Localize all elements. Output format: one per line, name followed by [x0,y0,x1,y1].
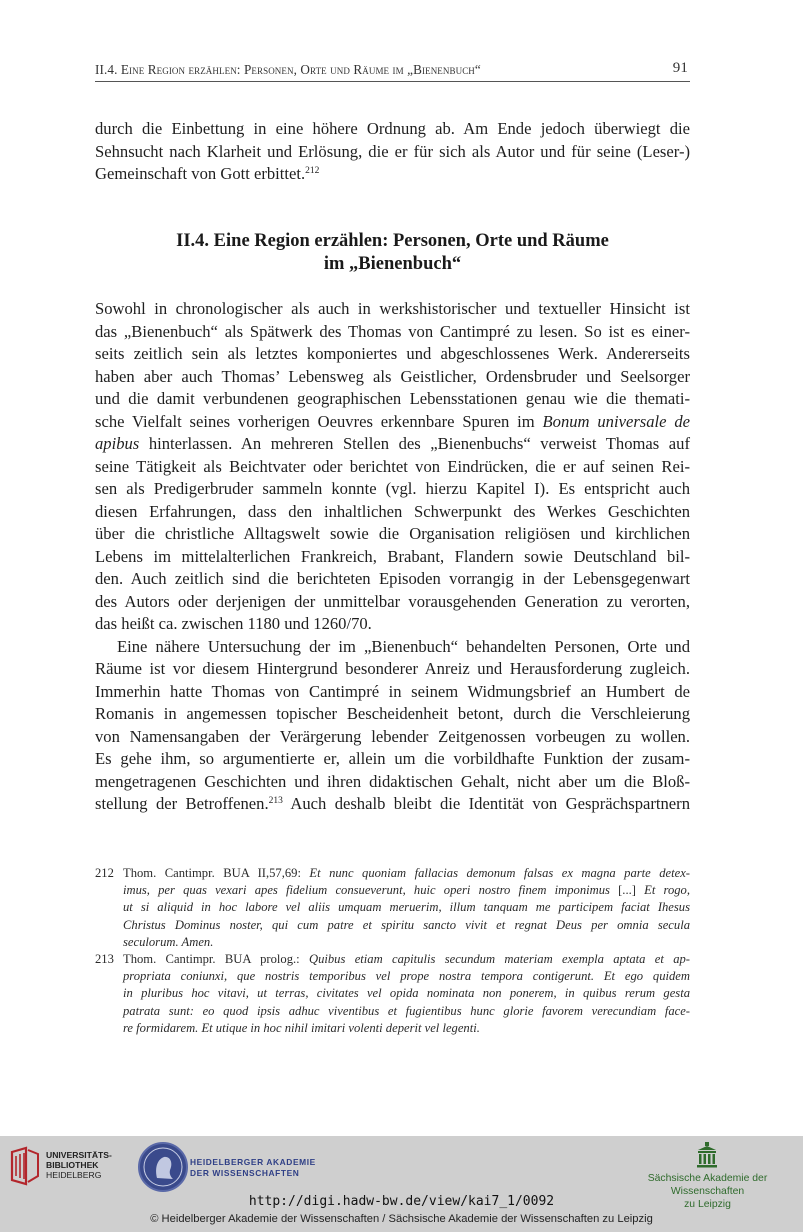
footnotes [95,865,690,1037]
text-line: haben aber auch Thomas’ Lebensweg als Geistlicher, Ordensbruder und Seelsorger [95,366,690,386]
text-line: Sehnsucht nach Klarheit und Erlösung, die er für sich als Autor und für seine (Leser-) [95,141,690,161]
footnote-line [123,1003,690,1020]
hadw-text [190,1157,316,1179]
logo-text-line: BIBLIOTHEK [46,1160,99,1170]
text-line: und die damit verbundenen geographischen Lebensstationen genau wie die themati- [95,389,690,408]
text-line: Räume ist vor diesem Hintergrund besonderer Anreiz und Herausforderung zugleich. [95,659,690,678]
section-heading-line-1: II.4. Eine Region erzählen: Personen, Orte und Räume [176,231,609,251]
text-line: Es gehe ihm, so argumentierte er, allein um die vorbildhafte Funktion der zusam- [95,749,690,768]
latin-quote: Quibus etiam capitulis secundum materiam exempla aptata et ap- [308,951,690,966]
text-line: durch die Einbettung in eine höhere Ordnung ab. Am Ende jedoch überwiegt die [95,119,690,138]
footnote-line [123,1020,690,1037]
footnote-ref-213[interactable]: 213 [268,796,283,806]
footnote-line [123,968,690,985]
footnote-line [123,985,690,1002]
section-heading [95,230,690,276]
permalink-url[interactable]: http://digi.hadw-bw.de/view/kai7_1/0092 [248,1194,555,1209]
footnote-line [123,934,690,951]
footnote-number: 212 [95,866,114,880]
citation: Thom. Cantimpr. BUA prolog.: [123,951,309,966]
text-line: mengetragenen Geschichten und ihren didaktischen Gehalt, nicht aber um die Bloß- [95,771,690,791]
intro-paragraph [95,118,690,186]
running-head [95,61,690,82]
seal-portrait-icon [140,1144,186,1190]
latin-quote: Et rogo, [644,883,690,898]
section-heading-line-2: im „Bienenbuch“ [323,254,462,274]
logo-text-line: HEIDELBERG [46,1170,102,1180]
ub-heidelberg-logo[interactable] [10,1144,120,1194]
work-title: Bonum universale de [542,411,691,431]
latin-quote: re formidarem. Et utique in hoc nihil imitari volenti deperit vel legenti. [123,1020,480,1035]
copyright-notice: © Heidelberger Akademie der Wissenschaften / Sächsische Akademie der Wissenschaften zu Leipzig [150,1213,653,1225]
ub-heidelberg-text [46,1150,112,1180]
logo-text-line: DER WISSENSCHAFTEN [190,1168,300,1178]
main-text [95,298,690,816]
latin-quote: propriata coniunxi, que nostris temporibus vel prope nostra tempora contigerunt. Et ego quidem [123,969,690,984]
text-segment: hinterlassen. An mehreren Stellen des „Bienenbuchs“ verweist Thomas auf [139,434,690,453]
footnote-line [123,865,690,882]
footnote-line [123,899,690,916]
text-line: Immerhin hatte Thomas von Cantimpré in seinem Widmungsbrief an Humbert de [95,681,690,701]
ellipsis: [...] [609,883,645,898]
footnote-line [123,951,690,968]
latin-quote: ut si aliquid in hoc labore vel aliis umquam meruerim, illum tanquam me participem faciat Ihesus [123,900,690,915]
latin-quote: in pluribus hoc vitavi, ut terras, civitates vel opida nominata non ponerem, in quibus rerum gesta [123,986,690,1001]
latin-quote: Christus Dominus noster, qui cum patre et spiritu sancto vivit et regnat Deus per omnia secula [123,917,690,932]
text-line: Eine nähere Untersuchung der im „Bienenbuch“ behandelten Personen, Orte und [117,636,690,656]
text-line [95,433,690,456]
text-segment: Gemeinschaft von Gott erbittet. [95,164,306,183]
work-title: apibus [95,434,140,453]
text-segment: Auch deshalb bleibt die Identität von Gesprächspartnern [282,794,690,813]
saw-building-icon [696,1142,718,1168]
running-head-section-title: Eine Region erzählen: Personen, Orte und Räume im „Bienenbuch“ [120,62,481,77]
text-line: über die christliche Alltagswelt sowie die Organisation religiösen und kirchlichen [95,524,690,543]
page-number: 91 [672,60,688,76]
text-line: das „Bienenbuch“ als Spätwerk des Thomas von Cantimpré zu lesen. So ist es einer- [95,321,690,341]
paragraph-1 [95,298,690,636]
footnote-212 [95,865,690,951]
text-line: Lebens im mittelalterlichen Frankreich, Brabant, Flandern sowie Deutschland bil- [95,546,690,566]
text-segment: sche Vielfalt seines vorherigen Oeuvres erkennbare Spuren im [95,411,543,431]
logo-text-line: UNIVERSITÄTS- [46,1150,112,1160]
text-line: Romanis in angemessen topischer Bescheidenheit betont, durch die Verschleierung [95,704,690,723]
paragraph-2 [95,636,690,816]
footnote-number: 213 [95,951,114,966]
text-line [95,793,690,816]
text-line: seine Tätigkeit als Beichtvater oder berichtet von Eindrücken, die er auf seinen Rei- [95,456,690,476]
running-head-title [95,62,481,78]
footnote-213 [95,951,690,1037]
text-line: Sowohl in chronologischer als auch in werkshistorischer und textueller Hinsicht ist [95,299,690,318]
latin-quote: Et nunc quoniam fallacias demonum falsas ex magna parte detex- [309,866,690,880]
footnote-line [123,917,690,934]
hadw-seal-icon [138,1142,188,1192]
logo-text-line: HEIDELBERGER AKADEMIE [190,1157,316,1167]
ub-heidelberg-mark-icon [10,1146,40,1186]
text-line: seits zeitlich sein als letztes komponiertes und abgeschlossenes Werk. Andererseits [95,344,690,363]
logo-text-line: zu Leipzig [684,1199,731,1210]
text-line: diesen Erfahrungen, dass den inhaltlichen Schwerpunkt des Werkes Geschichten [95,501,690,521]
text-segment: stellung der Betroffenen. [95,794,269,813]
text-line: von Namensangaben der Verärgerung lebender Zeitgenossen vorbeugen zu wollen. [95,726,690,746]
footnote-line [123,882,690,899]
viewer-footer [0,1136,803,1232]
logo-text-line: Sächsische Akademie der Wissenschaften [647,1173,768,1197]
text-line: den. Auch zeitlich sind die berichteten Episoden vorrangig in der Lebensgegenwart [95,569,690,588]
hadw-logo[interactable] [138,1142,338,1194]
latin-quote: seculorum. Amen. [123,934,214,949]
text-line: das heißt ca. zwischen 1180 und 1260/70. [95,614,372,633]
text-line [95,411,690,434]
running-head-section-number: II.4. [95,62,121,77]
latin-quote: imus, per quas vexari apes fidelium consueverunt, huic operi nostro finem imponimus [123,883,610,898]
latin-quote: patrata sunt: eo quod ipsis adhuc viventibus et fugientibus hunc glorie favorem verecundiam face- [123,1003,690,1018]
saw-leipzig-logo[interactable] [620,1142,795,1210]
footnote-ref-212[interactable]: 212 [305,166,320,176]
text-line [95,163,690,186]
citation: Thom. Cantimpr. BUA II,57,69: [123,866,310,880]
text-line: des Autors oder derjenigen der unmittelbar vorausgehenden Generation zu verorten, [95,591,690,611]
text-line: sen als Predigerbruder sammeln konnte (vgl. hierzu Kapitel I). Es entspricht auch [95,479,690,498]
